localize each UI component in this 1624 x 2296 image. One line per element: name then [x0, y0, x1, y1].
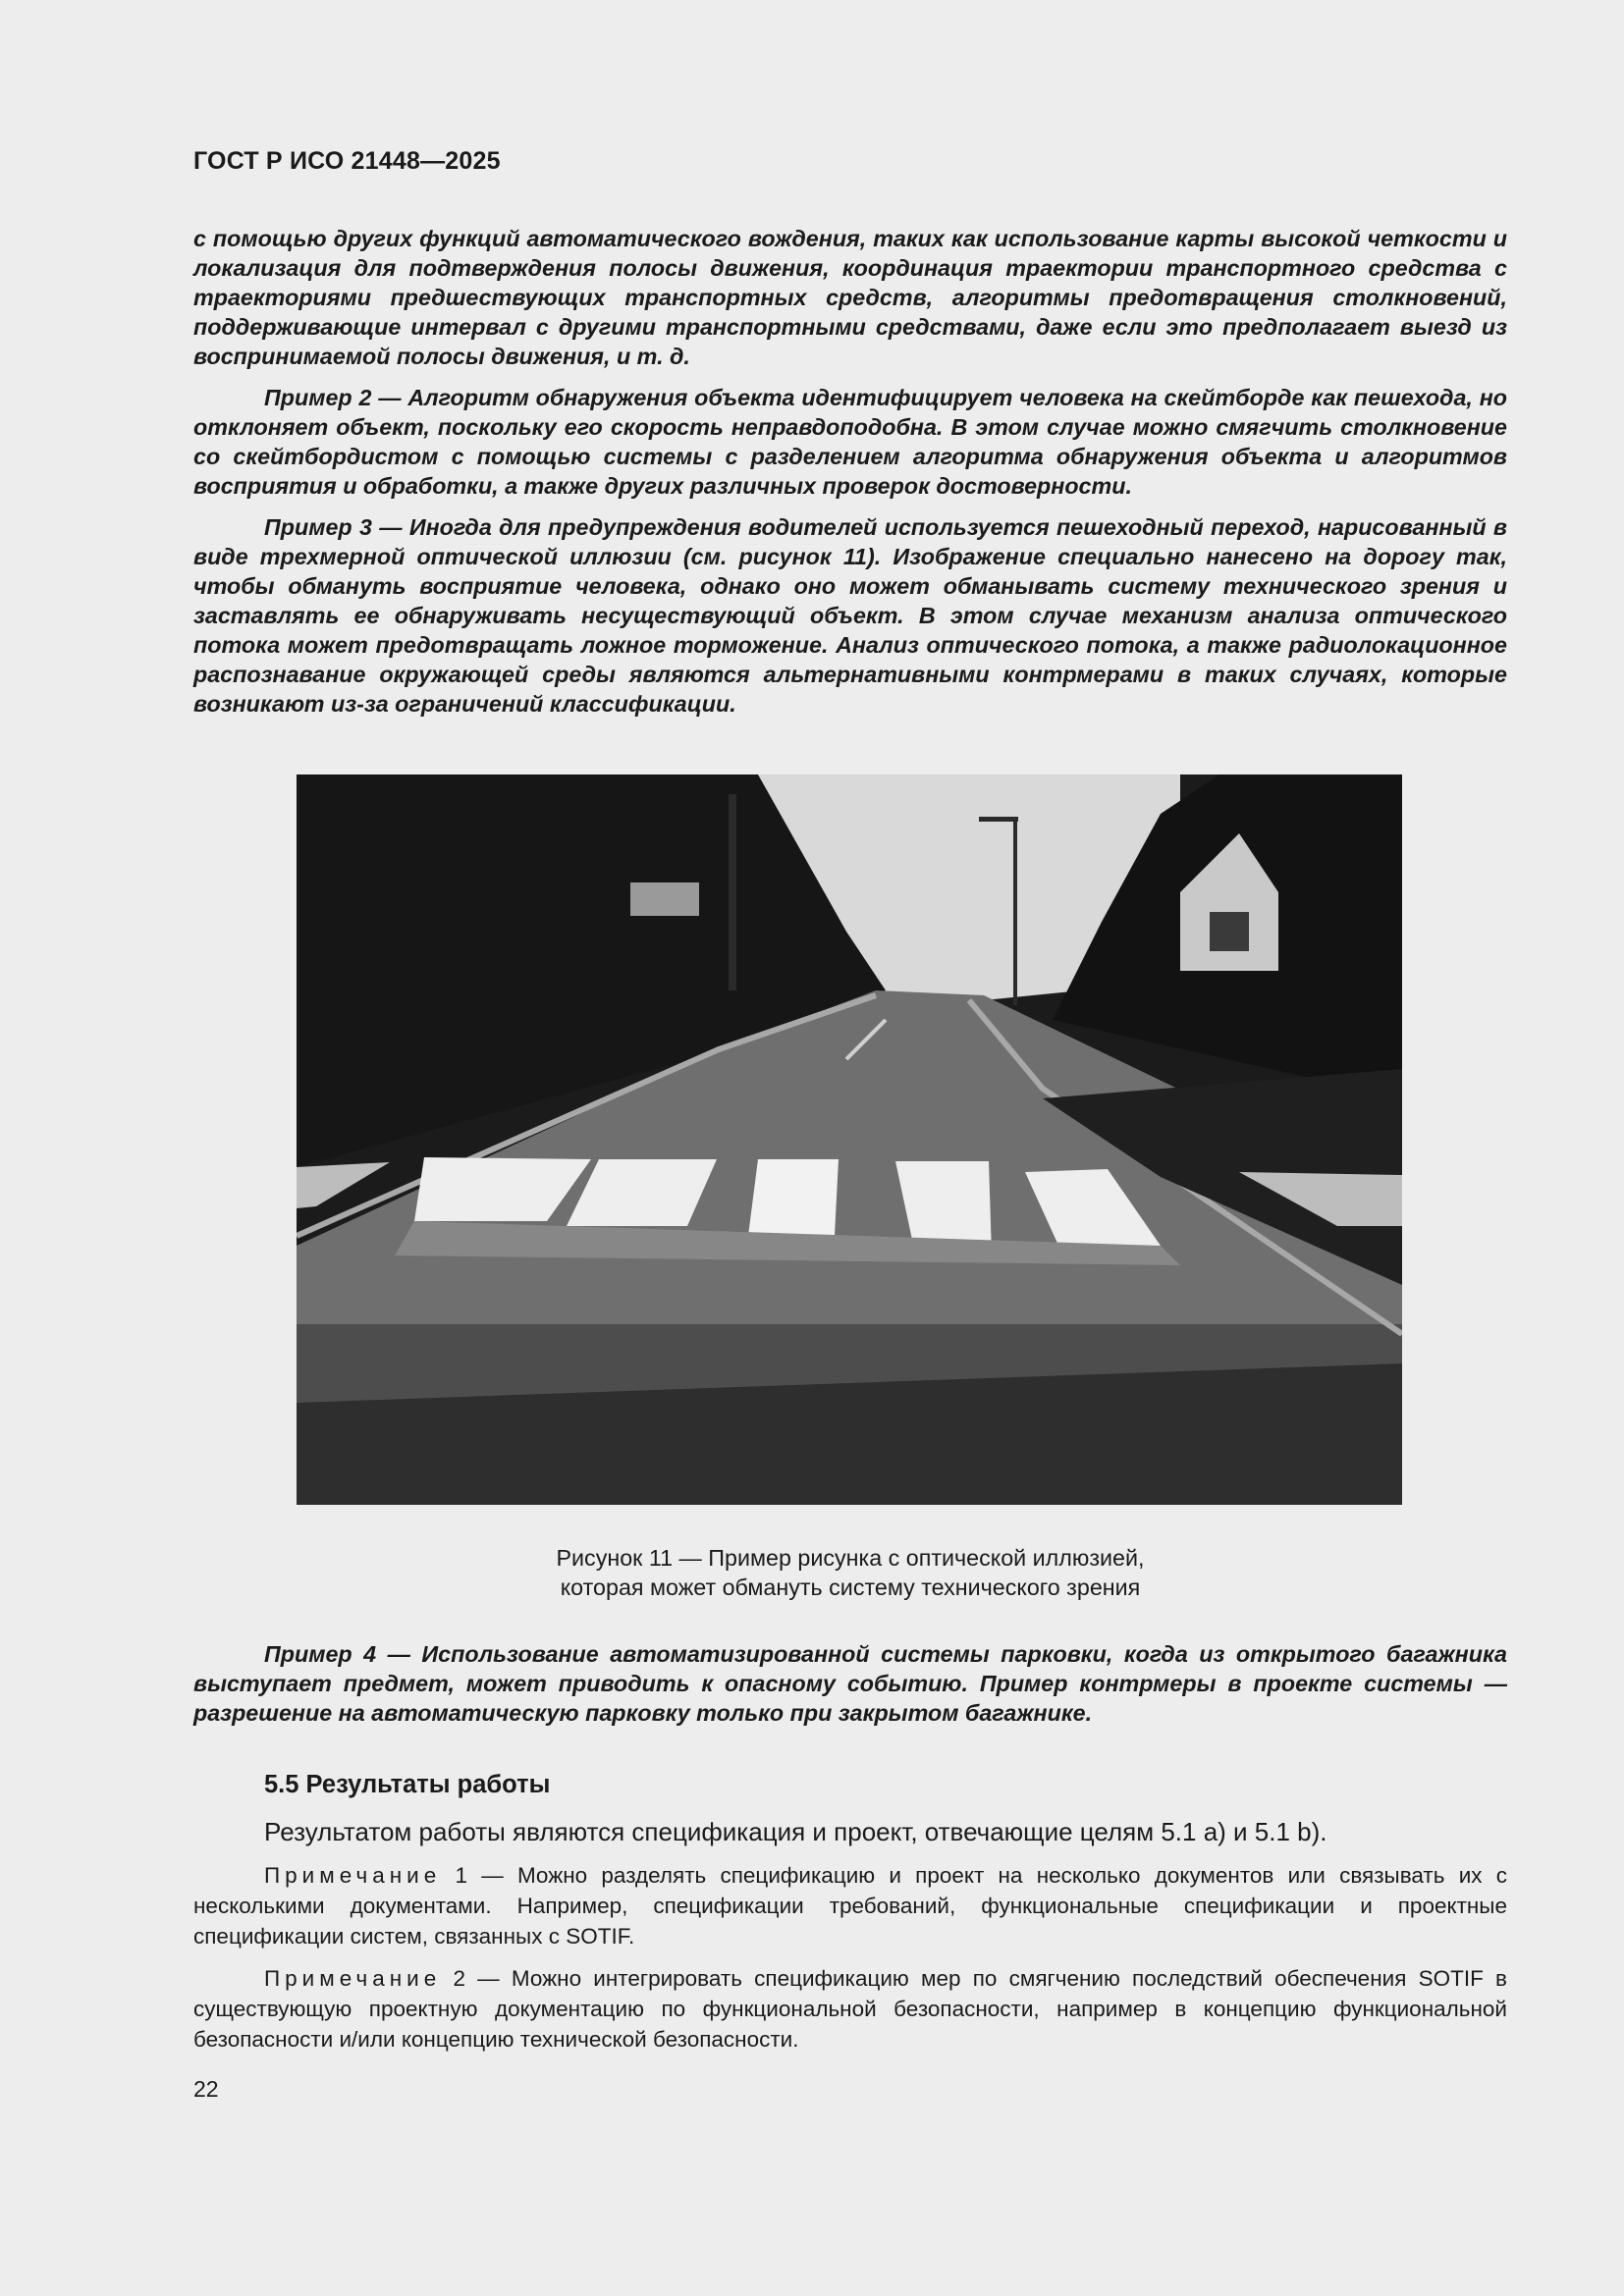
note-1-text: 1 — Можно разделять спецификацию и проект на несколько документов или связывать их с несколькими документами. Например, спецификации требований, функциональные спецификации и проектные спецификации систем, связанных с SOTIF.: [193, 1863, 1507, 1949]
note-2-text: 2 — Можно интегрировать спецификацию мер по смягчению последствий обеспечения SOTIF в существующую проектную документацию по функциональной безопасности, например в концепцию функциональной безопасности и/или концепцию технической безопасности.: [193, 1966, 1507, 2052]
note-1: [193, 1860, 1507, 1951]
section-body: [193, 1815, 1507, 2066]
example-3: Пример 3 — Иногда для предупреждения водителей используется пешеходный переход, нарисованный в виде трехмерной оптической иллюзии (см. рисунок 11). Изображение специально нанесено на дорогу так, чтобы обмануть восприятие человека, однако оно может обманывать систему технического зрения и заставлять ее обнаруживать несуществующий объект. В этом случае механизм анализа оптического потока может предотвращать ложное торможение. Анализ оптического потока, а также радиолокационное распознавание окружающей среды являются альтернативными контрмерами в таких случаях, которые возникают из-за ограничений классификации.: [193, 514, 1507, 717]
caption-line-1: Рисунок 11 — Пример рисунка с оптической иллюзией,: [556, 1545, 1145, 1571]
section-heading: 5.5 Результаты работы: [264, 1771, 551, 1798]
note-1-label: Примечание: [264, 1863, 442, 1888]
intro-block: [193, 224, 1507, 730]
example-2: Пример 2 — Алгоритм обнаружения объекта идентифицирует человека на скейтборде как пешехода, но отклоняет объект, поскольку его скорость неправдоподобна. В этом случае можно смягчить столкновение со скейтбордистом с помощью системы с разделением алгоритма обнаружения объекта и алгоритмов восприятия и обработки, а также других различных проверок достоверности.: [193, 385, 1507, 499]
document-header: ГОСТ Р ИСО 21448—2025: [193, 147, 501, 175]
example-4: Пример 4 — Использование автоматизированной системы парковки, когда из открытого багажника выступает предмет, может приводить к опасному событию. Пример контрмеры в проекте системы — разрешение на автоматическую парковку только при закрытом багажнике.: [193, 1641, 1507, 1726]
note-2-label: Примечание: [264, 1966, 442, 1991]
example-4-block: [193, 1639, 1507, 1739]
note-2: [193, 1963, 1507, 2055]
section-paragraph: Результатом работы являются спецификация и проект, отвечающие целям 5.1 a) и 5.1 b).: [264, 1817, 1327, 1846]
crosswalk-illusion-image: [297, 774, 1402, 1505]
crosswalk-photo: [297, 774, 1402, 1505]
intro-paragraph: с помощью других функций автоматического вождения, таких как использование карты высокой четкости и локализация для подтверждения полосы движения, координация траектории транспортного средства с траекториями предшествующих транспортных средств, алгоритмы предотвращения столкновений, поддерживающие интервал с другими транспортными средствами, даже если это предполагает выезд из воспринимаемой полосы движения, и т. д.: [193, 226, 1507, 369]
page-number: 22: [193, 2076, 219, 2102]
figure-caption: [193, 1543, 1507, 1602]
caption-line-2: которая может обмануть систему технического зрения: [560, 1575, 1141, 1600]
